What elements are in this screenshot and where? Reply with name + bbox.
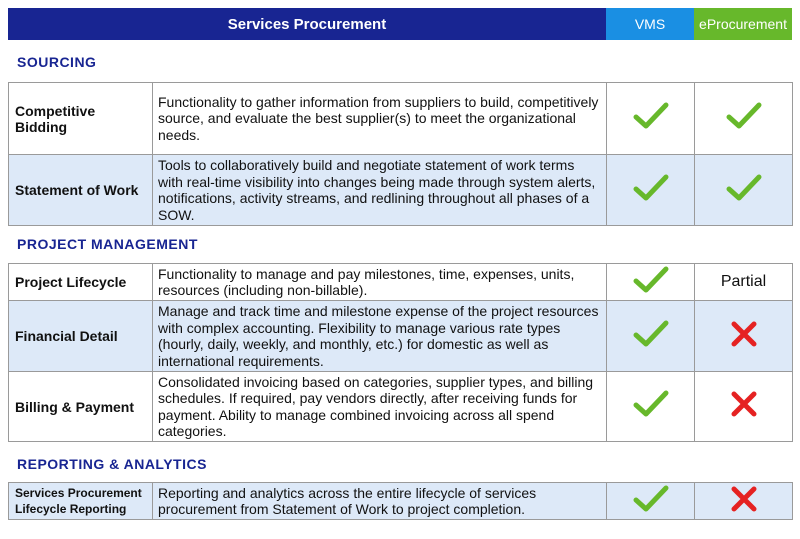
table-row	[9, 155, 793, 226]
section-title-reporting-analytics: REPORTING & ANALYTICS	[17, 456, 207, 472]
check-icon	[633, 320, 669, 348]
row-description: Manage and track time and milestone expense of the project resources with complex accounting. Flexibility to manage various rate types (hourly, daily, weekly, and monthly, etc.) for domestic as well as international requirements.	[153, 301, 607, 372]
table-row	[9, 264, 793, 301]
sourcing-table	[8, 82, 793, 226]
check-icon	[726, 174, 762, 202]
row-name: Project Lifecycle	[9, 264, 153, 301]
column-header-eprocurement: eProcurement	[694, 8, 792, 40]
check-icon	[633, 485, 669, 513]
row-name: Statement of Work	[9, 155, 153, 226]
row-name-line-2: Lifecycle Reporting	[15, 502, 127, 516]
row-description: Tools to collaboratively build and negotiate statement of work terms with real-time visibility into changes being made through system alerts, notifications, activity streams, and redlining throughout all phases of a SOW.	[153, 155, 607, 226]
header-title: Services Procurement	[8, 8, 606, 40]
check-icon	[633, 102, 669, 130]
table-row	[9, 83, 793, 155]
table-row	[9, 372, 793, 442]
row-name: Financial Detail	[9, 301, 153, 372]
cross-icon	[730, 485, 758, 513]
row-description: Consolidated invoicing based on categories, supplier types, and billing schedules. If required, pay vendors directly, after receiving funds for payment. Ability to manage combined invoicing across all spend categories.	[153, 372, 607, 442]
row-name	[9, 483, 153, 520]
reporting-table	[8, 482, 793, 520]
table-row	[9, 483, 793, 520]
cross-icon	[730, 390, 758, 418]
section-title-project-management: PROJECT MANAGEMENT	[17, 236, 198, 252]
row-name-line-1: Services Procurement	[15, 486, 142, 500]
check-icon	[726, 102, 762, 130]
table-row	[9, 301, 793, 372]
row-description: Functionality to gather information from suppliers to build, competitively source, and evaluate the best supplier(s) to meet the organizational needs.	[153, 83, 607, 155]
row-name: Competitive Bidding	[9, 83, 153, 155]
table-header	[8, 8, 792, 40]
row-description: Reporting and analytics across the entire lifecycle of services procurement from Statement of Work to project completion.	[153, 483, 607, 520]
row-name: Billing & Payment	[9, 372, 153, 442]
check-icon	[633, 266, 669, 294]
cross-icon	[730, 320, 758, 348]
section-title-sourcing: SOURCING	[17, 54, 97, 70]
project-management-table	[8, 263, 793, 442]
check-icon	[633, 174, 669, 202]
check-icon	[633, 390, 669, 418]
partial-label: Partial	[720, 273, 767, 290]
row-description: Functionality to manage and pay milestones, time, expenses, units, resources (including non-billable).	[153, 264, 607, 301]
column-header-vms: VMS	[606, 8, 694, 40]
